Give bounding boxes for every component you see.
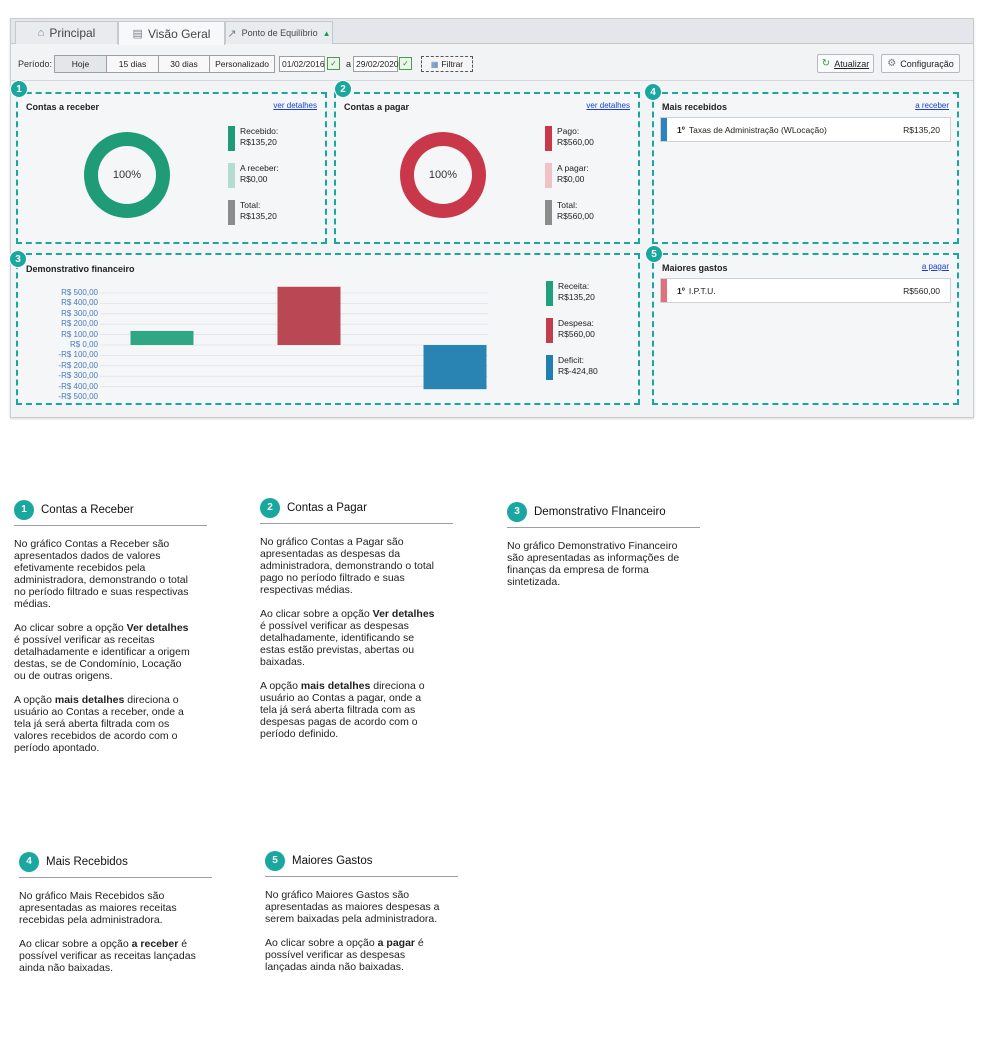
bar-chart-svg [18, 255, 488, 395]
donut-chart-receber [84, 132, 170, 218]
date-to-input[interactable]: 29/02/2020 [353, 56, 398, 72]
line-chart-icon: ↗ [227, 27, 237, 40]
ver-detalhes-link[interactable]: ver detalhes [273, 101, 317, 110]
tab-label: Visão Geral [147, 26, 211, 41]
list-item[interactable] [660, 117, 951, 142]
description-paragraph: No gráfico Mais Recebidos são apresentadas as maiores receitas recebidas pela administradora. [19, 890, 177, 926]
legend-swatch [228, 200, 235, 225]
legend-receita [546, 281, 595, 306]
y-tick-label: R$ 0,00 [69, 340, 98, 349]
description-paragraph: Ao clicar sobre a opção a receber é possível verificar as receitas lançadas ainda não baixadas. [19, 938, 196, 974]
y-tick-label: -R$ 300,00 [58, 371, 98, 381]
tab-label: Principal [49, 26, 96, 40]
legend-label: Recebido: [240, 126, 279, 136]
description-header [265, 851, 458, 877]
legend-despesa [546, 318, 595, 343]
legend-swatch [546, 318, 553, 343]
app-window [10, 18, 974, 418]
description-title: Mais Recebidos [46, 856, 128, 868]
calendar-icon[interactable]: ✓ [327, 57, 340, 70]
description-paragraph: A opção mais detalhes direciona o usuário ao Contas a receber, onde a tela já será aberta filtrada com os valores recebidos de acordo com o período apontado. [14, 694, 184, 754]
refresh-icon: ↻ [821, 58, 831, 69]
ver-detalhes-link[interactable]: ver detalhes [586, 101, 630, 110]
description-number-badge: 5 [265, 851, 285, 871]
legend-swatch [228, 126, 235, 151]
callout-badge-2: 2 [334, 80, 352, 98]
filter-icon: ▦ [430, 59, 439, 69]
y-tick-label: R$ 500,00 [61, 288, 98, 297]
donut-chart-pagar [400, 132, 486, 218]
callout-badge-5: 5 [645, 245, 663, 263]
callout-badge-3: 3 [9, 250, 27, 268]
legend-swatch [545, 200, 552, 225]
description-header [14, 500, 207, 526]
panel-mais-recebidos [652, 92, 959, 244]
legend-label: Despesa: [558, 318, 594, 328]
tab-bar [11, 19, 973, 44]
bar-despesa[interactable] [278, 287, 341, 345]
panel-contas-pagar [334, 92, 640, 244]
periodo-label: Período: [18, 59, 53, 69]
legend-value: R$560,00 [557, 211, 594, 221]
y-tick-label: R$ 200,00 [61, 319, 98, 329]
legend-pago [545, 126, 594, 151]
legend-swatch [545, 126, 552, 151]
legend-deficit [546, 355, 598, 380]
toolbar [11, 45, 973, 81]
y-tick-label: -R$ 500,00 [58, 392, 98, 401]
legend-label: A receber: [240, 163, 279, 173]
callout-badge-4: 4 [644, 83, 662, 101]
list-item[interactable] [660, 278, 951, 303]
refresh-button[interactable] [817, 54, 874, 73]
legend-label: Total: [240, 200, 261, 210]
item-rank: 1º [677, 124, 685, 135]
description-paragraph: Ao clicar sobre a opção Ver detalhes é possível verificar as receitas detalhadamente e identificar a origem destas, se de Condomínio, Locação ou de outras origens. [14, 622, 190, 682]
description-paragraph: A opção mais detalhes direciona o usuário ao Contas a pagar, onde a tela já será aberta filtrada com as despesas pagas de acordo com o período definido. [260, 680, 425, 740]
legend-value: R$0,00 [557, 174, 585, 184]
legend-swatch [545, 163, 552, 188]
refresh-label: Atualizar [834, 58, 870, 69]
description-paragraph: Ao clicar sobre a opção a pagar é possível verificar as despesas lançadas ainda não baixadas. [265, 937, 424, 973]
panel-demonstrativo-financeiro [16, 253, 640, 405]
description-mais-recebidos [19, 852, 212, 986]
description-demonstrativo [507, 502, 699, 600]
panel-title: Demonstrativo financeiro [26, 264, 135, 274]
date-separator: a [346, 59, 352, 69]
legend-a-receber [228, 163, 279, 188]
tab-ponto-equilibrio[interactable] [225, 21, 333, 44]
tab-label: Ponto de Equilíbrio [241, 28, 318, 38]
panel-maiores-gastos [652, 253, 959, 405]
legend-value: R$135,20 [240, 211, 277, 221]
description-number-badge: 3 [507, 502, 527, 522]
legend-swatch [228, 163, 235, 188]
description-title: Contas a Pagar [287, 502, 367, 514]
legend-recebido [228, 126, 278, 151]
tab-visao-geral[interactable] [118, 21, 225, 45]
item-color-bar [661, 279, 667, 302]
bar-receita[interactable] [131, 331, 194, 345]
item-color-bar [661, 118, 667, 141]
y-tick-label: -R$ 100,00 [58, 350, 98, 360]
description-number-badge: 2 [260, 498, 280, 518]
legend-value: R$0,00 [240, 174, 268, 184]
donut-center-label: 100% [112, 169, 142, 181]
triangle-up-icon: ▲ [322, 28, 331, 38]
legend-label: A pagar: [557, 163, 589, 173]
legend-value: R$135,20 [558, 292, 595, 302]
description-number-badge: 1 [14, 500, 34, 520]
panel-title: Mais recebidos [662, 102, 728, 112]
panel-title: Contas a pagar [344, 102, 410, 112]
description-title: Maiores Gastos [292, 855, 373, 867]
config-button[interactable] [881, 54, 960, 73]
range-personalizado-button[interactable]: Personalizado [215, 59, 269, 69]
legend-value: R$-424,80 [558, 366, 598, 376]
legend-label: Total: [557, 200, 578, 210]
item-value: R$135,20 [903, 124, 940, 135]
gear-icon: ⚙ [887, 58, 897, 69]
description-title: Demonstrativo FInanceiro [534, 506, 666, 518]
legend-label: Receita: [558, 281, 590, 291]
panel-title: Maiores gastos [662, 263, 728, 273]
description-header [260, 498, 453, 524]
description-title: Contas a Receber [41, 504, 134, 516]
description-maiores-gastos [265, 851, 458, 985]
a-receber-link[interactable]: a receber [915, 101, 949, 110]
range-15-dias-button[interactable]: 15 dias [107, 56, 159, 72]
description-number-badge: 4 [19, 852, 39, 872]
description-paragraph: No gráfico Contas a Receber são apresentados dados de valores efetivamente recebidos pela administradora, demonstrando o total no período filtrado e suas respectivas médias. [14, 538, 189, 610]
legend-value: R$560,00 [557, 137, 594, 147]
legend-label: Pago: [557, 126, 580, 136]
range-30-dias-button[interactable]: 30 dias [159, 56, 210, 72]
tab-principal[interactable] [15, 21, 118, 44]
legend-value: R$135,20 [240, 137, 277, 147]
description-paragraph: No gráfico Maiores Gastos são apresentadas as maiores despesas a serem baixadas pela administradora. [265, 889, 440, 925]
filter-label: Filtrar [441, 59, 464, 69]
item-label: I.P.T.U. [688, 285, 716, 296]
legend-swatch [546, 281, 553, 306]
legend-total [228, 200, 277, 225]
legend-a-pagar [545, 163, 589, 188]
home-icon: ⌂ [37, 27, 45, 39]
panel-title: Contas a receber [26, 102, 100, 112]
panel-contas-receber [16, 92, 327, 244]
range-hoje-button[interactable]: Hoje [55, 56, 107, 72]
legend-label: Deficit: [558, 355, 584, 365]
legend-total [545, 200, 594, 225]
y-tick-label: R$ 400,00 [61, 298, 98, 308]
calendar-icon[interactable]: ✓ [399, 57, 412, 70]
y-tick-label: R$ 300,00 [61, 308, 98, 318]
description-header [507, 502, 700, 528]
legend-swatch [546, 355, 553, 380]
y-tick-label: R$ 100,00 [61, 329, 98, 339]
donut-center-label: 100% [428, 169, 458, 181]
date-from-input[interactable]: 01/02/2016 [279, 56, 325, 72]
filter-button[interactable] [421, 56, 473, 72]
item-value: R$560,00 [903, 285, 940, 296]
y-tick-label: -R$ 400,00 [58, 381, 98, 391]
chart-magnifier-icon: ▤ [132, 28, 143, 40]
period-range-selector [54, 55, 275, 73]
bar-deficit[interactable] [424, 345, 487, 389]
description-paragraph: Ao clicar sobre a opção Ver detalhes é possível verificar as despesas detalhadamente, identificando se estas estão previstas, abertas ou baixadas. [260, 608, 435, 668]
item-rank: 1º [677, 285, 685, 296]
y-tick-label: -R$ 200,00 [58, 360, 98, 370]
description-contas-pagar [260, 498, 450, 752]
config-label: Configuração [900, 58, 954, 69]
callout-badge-1: 1 [10, 80, 28, 98]
description-paragraph: No gráfico Demonstrativo Financeiro são apresentadas as informações de finanças da empresa de forma sintetizada. [507, 540, 680, 588]
description-contas-receber [14, 500, 209, 766]
description-header [19, 852, 212, 878]
description-paragraph: No gráfico Contas a Pagar são apresentadas as despesas da administradora, demonstrando o total pago no período filtrado e suas respectivas médias. [260, 536, 434, 596]
a-pagar-link[interactable]: a pagar [921, 262, 949, 271]
legend-value: R$560,00 [558, 329, 595, 339]
item-label: Taxas de Administração (WLocação) [688, 124, 827, 135]
